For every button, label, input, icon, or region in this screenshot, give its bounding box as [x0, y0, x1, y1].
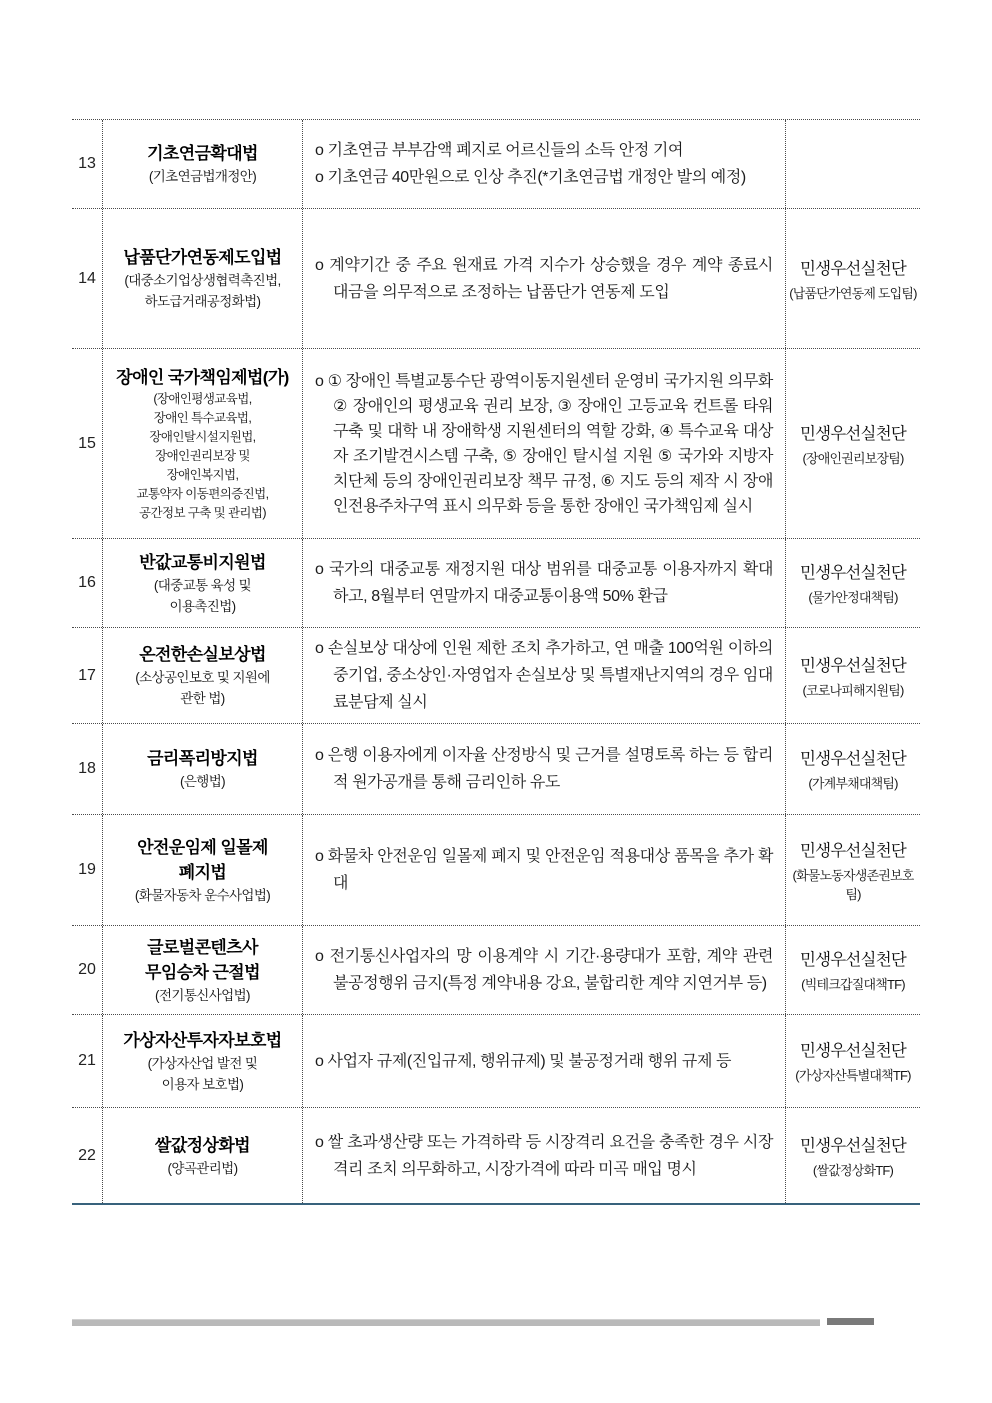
- team-unit: (가상자산특별대책TF): [795, 1068, 911, 1083]
- law-name: 기초연금확대법: [147, 144, 258, 163]
- table-row: [72, 1108, 920, 1203]
- description-cell: [303, 926, 786, 1014]
- row-number: 15: [78, 434, 96, 452]
- law-name-sub-block: [155, 985, 250, 1006]
- law-name-sub-block: [180, 771, 225, 792]
- team-cell: [786, 1108, 920, 1203]
- law-name-cell: [103, 349, 303, 538]
- law-name-cell: [103, 539, 303, 627]
- law-name: 안전운임제 일몰제: [137, 837, 268, 857]
- team-org: 민생우선실천단: [800, 656, 906, 675]
- law-name-sub: 이용자 보호법): [161, 1076, 244, 1092]
- law-name: 온전한손실보상법: [139, 645, 266, 664]
- table-row: [72, 926, 920, 1015]
- law-name-sub: (대중교통 육성 및: [153, 577, 252, 593]
- table-row: [72, 628, 920, 724]
- law-name-cell: [103, 209, 303, 348]
- row-number-cell: [72, 926, 103, 1014]
- law-name-block: [145, 935, 260, 985]
- law-name-sub: 공간정보 구축 및 관리법): [139, 505, 266, 520]
- law-name-cell: [103, 120, 303, 208]
- law-name: 장애인 국가책임제법(가): [116, 367, 289, 387]
- table-row: [72, 349, 920, 539]
- team-cell: [786, 926, 920, 1014]
- law-name-sub: 관한 법): [180, 691, 225, 706]
- team-org: 민생우선실천단: [800, 564, 906, 582]
- description-bullet: o 국가의 대중교통 재정지원 대상 범위를 대중교통 이용자까지 확대하고, 8월부터 연말까지 대중교통이용액 50% 환급: [315, 561, 773, 605]
- row-number-cell: [72, 209, 103, 348]
- description-bullet: o 쌀 초과생산량 또는 가격하락 등 시장격리 요건을 충족한 경우 시장격리 조치 의무화하고, 시장가격에 따라 미곡 매입 명시: [315, 1133, 773, 1178]
- team-unit: (코로나피해지원팀): [802, 682, 904, 698]
- footer-divider-light: [72, 1319, 820, 1326]
- law-name-sub: (기초연금법개정안): [148, 169, 257, 184]
- team-unit: (납품단가연동제 도입팀): [789, 285, 917, 301]
- law-name-block: [155, 1133, 250, 1158]
- description-bullet: o 계약기간 중 주요 원재료 가격 지수가 상승했을 경우 계약 종료시 대금을 의무적으로 조정하는 납품단가 연동제 도입: [315, 256, 773, 301]
- row-number-cell: [72, 1015, 103, 1107]
- row-number: 21: [78, 1052, 96, 1069]
- row-number: 16: [78, 574, 96, 591]
- law-name-sub-block: [149, 166, 256, 187]
- law-name-sub: 장애인복지법,: [166, 467, 239, 482]
- law-name-sub: 교통약자 이동편의증진법,: [136, 486, 269, 501]
- team-cell: [786, 539, 920, 627]
- law-name-block: [139, 550, 266, 575]
- description-cell: [303, 724, 786, 814]
- team-org: 민생우선실천단: [800, 951, 906, 969]
- law-name-block: [123, 1028, 281, 1053]
- team-org: 민생우선실천단: [800, 841, 906, 860]
- law-name-sub: (소상공인보호 및 지원에: [135, 670, 270, 685]
- description-bullet: o 전기통신사업자의 망 이용계약 시 기간·용량대가 포함, 계약 관련 불공정행위 금지(특정 계약내용 강요, 불합리한 계약 지연거부 등): [315, 948, 773, 992]
- team-org: 민생우선실천단: [800, 259, 906, 278]
- law-name-sub: 장애인 특수교육법,: [153, 410, 252, 425]
- team-cell: [786, 1015, 920, 1107]
- row-number: 13: [78, 155, 96, 172]
- law-name-sub-block: [135, 885, 270, 906]
- team-unit: (가계부채대책팀): [808, 776, 898, 791]
- row-number-cell: [72, 539, 103, 627]
- law-name-sub: (은행법): [179, 774, 226, 789]
- law-name-sub-block: [148, 1053, 258, 1095]
- law-name-block: [139, 642, 266, 667]
- row-number-cell: [72, 628, 103, 723]
- table-row: [72, 815, 920, 926]
- description-cell: [303, 1015, 786, 1107]
- law-name-cell: [103, 1015, 303, 1107]
- row-number: 14: [78, 269, 96, 287]
- team-cell: [786, 724, 920, 814]
- law-name-sub-block: [137, 390, 269, 523]
- law-name: 가상자산투자자보호법: [123, 1030, 282, 1050]
- table-row: [72, 724, 920, 815]
- footer-divider-dark: [827, 1318, 874, 1325]
- team-org: 민생우선실천단: [800, 750, 906, 768]
- law-name: 반값교통비지원법: [139, 552, 266, 572]
- row-number-cell: [72, 349, 103, 538]
- row-number-cell: [72, 1108, 103, 1203]
- row-number: 22: [78, 1146, 96, 1164]
- law-name-sub: (양곡관리법): [167, 1160, 238, 1176]
- team-cell: [786, 120, 920, 208]
- description-bullet: o 은행 이용자에게 이자율 산정방식 및 근거를 설명토록 하는 등 합리적 원가공개를 통해 금리인하 유도: [315, 747, 773, 791]
- team-unit: (빅테크갑질대책TF): [801, 977, 905, 992]
- row-number: 19: [78, 861, 96, 878]
- description-cell: [303, 349, 786, 538]
- law-name-sub: 하도급거래공정화법): [144, 294, 261, 309]
- law-name-sub: 이용촉진법): [169, 598, 236, 614]
- team-cell: [786, 349, 920, 538]
- law-name-sub-block: [168, 1158, 238, 1179]
- law-name-block: [123, 245, 281, 270]
- description-cell: [303, 628, 786, 723]
- description-bullet: o ① 장애인 특별교통수단 광역이동지원센터 운영비 국가지원 의무화 ② 장애인의 평생교육 권리 보장, ③ 장애인 고등교육 컨트롤 타워 구축 및 대학 내 장애학생 지원센터의 역할 강화, ④ 특수교육 대상자 조기발견시스템 구축, ⑤ 장애인 탈시설 지원 ⑤ 국가와 지방자치단체 등의 장애인권리보장 책무 규정, ⑥ 지도 등의 제작 시 장애인전용주차구역 표시 의무화 등을 통한 장애인 국가책임제 실시: [315, 372, 773, 515]
- description-bullet: o 기초연금 40만원으로 인상 추진(*기초연금법 개정안 발의 예정): [315, 169, 746, 186]
- description-bullet: o 화물차 안전운임 일몰제 폐지 및 안전운임 적용대상 품목을 추가 확대: [315, 848, 773, 892]
- description-bullet: o 기초연금 부부감액 폐지로 어르신들의 소득 안정 기여: [315, 142, 684, 159]
- team-cell: [786, 628, 920, 723]
- row-number: 17: [78, 666, 96, 684]
- law-name-sub-block: [135, 667, 270, 709]
- description-bullet: o 사업자 규제(진입규제, 행위규제) 및 불공정거래 행위 규제 등: [315, 1052, 732, 1070]
- team-org: 민생우선실천단: [800, 1136, 906, 1155]
- law-name-sub: (장애인평생교육법,: [153, 391, 252, 406]
- table-row: [72, 209, 920, 349]
- law-name-cell: [103, 724, 303, 814]
- description-cell: [303, 209, 786, 348]
- team-unit: (화물노동자생존권보호팀): [792, 867, 914, 902]
- law-name-sub-block: [124, 270, 280, 312]
- team-unit: (물가안정대책팀): [808, 590, 898, 605]
- law-name-sub: 장애인권리보장 및: [155, 448, 250, 463]
- law-table: [72, 119, 920, 1205]
- law-name: 쌀값정상화법: [155, 1135, 250, 1155]
- law-name-cell: [103, 815, 303, 925]
- law-name-block: [147, 746, 258, 771]
- description-cell: [303, 815, 786, 925]
- description-cell: [303, 1108, 786, 1203]
- law-name: 납품단가연동제도입법: [123, 248, 282, 267]
- row-number-cell: [72, 120, 103, 208]
- law-name: 글로벌콘텐츠사: [147, 937, 258, 957]
- law-name-sub: (가상자산업 발전 및: [147, 1055, 258, 1071]
- description-cell: [303, 539, 786, 627]
- law-name-block: [147, 141, 258, 166]
- row-number: 18: [78, 760, 96, 777]
- law-name-sub: (전기통신사업법): [155, 987, 250, 1003]
- team-org: 민생우선실천단: [800, 1042, 906, 1060]
- table-row: [72, 1015, 920, 1108]
- law-name: 무임승차 근절법: [145, 962, 260, 982]
- law-name: 금리폭리방지법: [147, 749, 258, 768]
- law-name-block: [116, 365, 288, 390]
- team-unit: (장애인권리보장팀): [802, 450, 904, 466]
- law-name-block: [137, 835, 268, 885]
- team-cell: [786, 815, 920, 925]
- law-name-cell: [103, 628, 303, 723]
- law-name-sub-block: [154, 575, 251, 617]
- law-name-cell: [103, 1108, 303, 1203]
- description-cell: [303, 120, 786, 208]
- row-number: 20: [78, 961, 96, 978]
- law-name: 폐지법: [178, 862, 227, 882]
- law-name-sub: 장애인탈시설지원법,: [149, 429, 256, 444]
- team-cell: [786, 209, 920, 348]
- description-bullet: o 손실보상 대상에 인원 제한 조치 추가하고, 연 매출 100억원 이하의 중기업, 중소상인·자영업자 손실보상 및 특별재난지역의 경우 임대료분담제 실시: [315, 640, 773, 711]
- row-number-cell: [72, 815, 103, 925]
- team-org: 민생우선실천단: [800, 424, 906, 443]
- law-name-sub: (화물자동차 운수사업법): [134, 887, 271, 903]
- row-number-cell: [72, 724, 103, 814]
- law-name-sub: (대중소기업상생협력촉진법,: [124, 273, 281, 288]
- team-unit: (쌀값정상화TF): [812, 1162, 894, 1178]
- table-row: [72, 120, 920, 209]
- law-name-cell: [103, 926, 303, 1014]
- table-row: [72, 539, 920, 628]
